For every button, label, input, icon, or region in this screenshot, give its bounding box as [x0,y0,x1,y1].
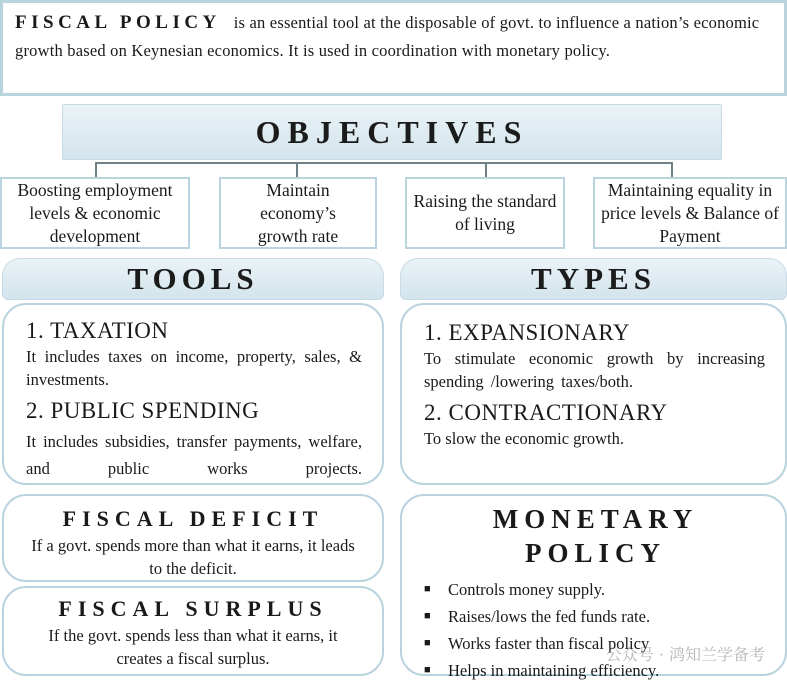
contractionary-text: To slow the economic growth. [424,429,625,448]
monetary-policy-title-line1: MONETARY [492,504,699,534]
types-title: TYPES [531,261,656,296]
contractionary-heading: 2. CONTRACTIONARY [424,400,668,425]
intro-text: is an essential tool at the disposable of govt. to influence a nation’s economic growth based on Keynesian economics. It is used in coordination with monetary policy. [15,13,760,60]
objective-box-2 [219,177,377,249]
tools-box [2,303,384,485]
types-banner [400,258,787,300]
objective-label-4: Maintaining equality in price levels & Balance of Payment [601,179,779,246]
fiscal-surplus-box [2,586,384,676]
fiscal-deficit-box [2,494,384,582]
connector-horizontal [95,162,672,164]
monetary-policy-title-line2: POLICY [524,538,666,568]
connector-drop-1 [95,162,97,178]
objectives-banner [62,104,722,160]
tools-title: TOOLS [127,261,259,296]
taxation-text: It includes taxes on income, property, sales, & investments. [26,347,362,389]
connector-drop-3 [485,162,487,178]
types-box [400,303,787,485]
public-spending-heading: 2. PUBLIC SPENDING [26,398,260,423]
expansionary-heading: 1. EXPANSIONARY [424,320,631,345]
tools-banner [2,258,384,300]
objectives-title: OBJECTIVES [255,113,529,150]
fiscal-surplus-title: FISCAL SURPLUS [58,596,328,621]
monetary-bullet-3: ■ Works faster than fiscal policy [420,630,771,657]
monetary-bullet-1: ■ Controls money supply. [420,576,771,603]
monetary-bullet-4: ■ Helps in maintaining efficiency. [420,657,771,684]
objective-label-1: Boosting employment levels & economic development [17,179,173,246]
public-spending-text: It includes subsidies, transfer payments, welfare, and public works projects. [26,432,362,478]
monetary-policy-list [420,576,771,684]
connector-drop-2 [296,162,298,178]
watermark: 公众号 · 鸿知兰学备考 [605,645,765,664]
intro-box [0,0,787,96]
taxation-heading: 1. TAXATION [26,318,169,343]
objective-box-3 [405,177,565,249]
monetary-bullet-2: ■ Raises/lows the fed funds rate. [420,603,771,630]
objective-box-1 [0,177,190,249]
connector-drop-4 [671,162,673,178]
fiscal-deficit-title: FISCAL DEFICIT [62,506,324,531]
objective-label-2: Maintain economy’s growth rate [257,179,339,246]
fiscal-deficit-text: If a govt. spends more than what it earns, it leads to the deficit. [31,536,355,578]
intro-lead: FISCAL POLICY [15,12,221,33]
objective-box-4 [593,177,787,249]
objective-label-3: Raising the standard of living [413,191,557,234]
expansionary-text: To stimulate economic growth by increasing spending /lowering taxes/both. [424,349,765,391]
fiscal-surplus-text: If the govt. spends less than what it earns, it creates a fiscal surplus. [48,626,338,668]
